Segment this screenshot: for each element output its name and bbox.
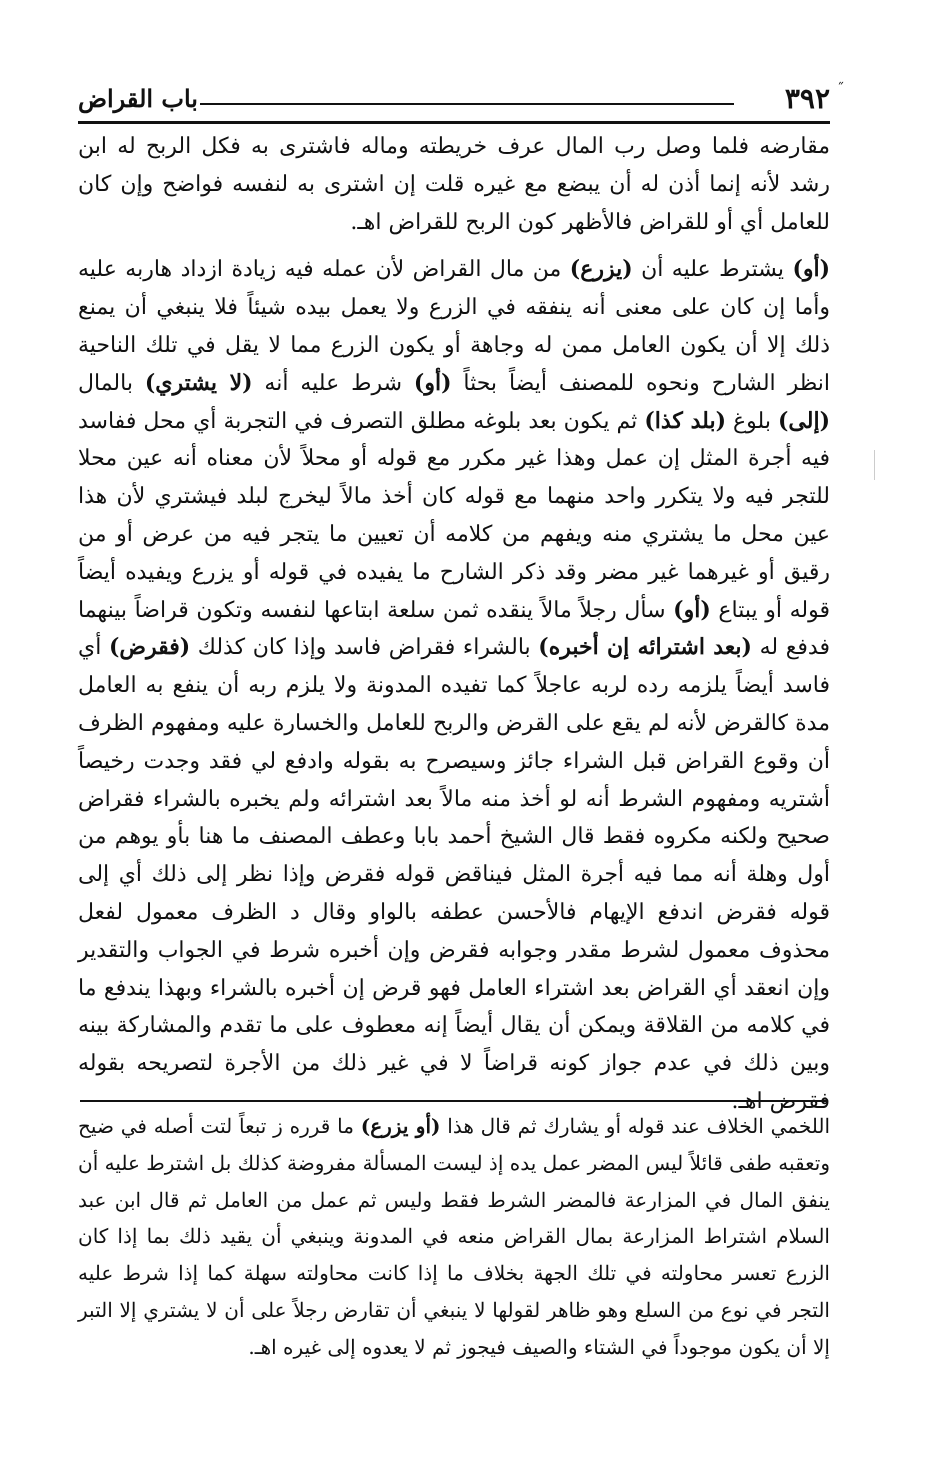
text-run: يشترط عليه أن [632,257,793,283]
page-number: ٣٩٢ [784,82,830,115]
running-title: باب القراض [78,84,198,113]
margin-mark [874,450,875,480]
page-header [78,76,844,116]
header-underline [78,121,830,124]
bold-term: (أو) [413,369,452,396]
text-run: سأل رجلاً مالاً ينقده ثمن سلعة ابتاعها لنفسه وتكون قراضاً بينهما فدفع له [78,597,830,661]
text-run: من مال القراض لأن عمله فيه زيادة ازداد هاربه عليه وأما إن كان على معنى أنه ينفقه في الزرع ولا يعمل بيده شيئاً فلا ينبغي أن يمنع ذلك إلا أن يكون العامل ممن له وجاهة أو يكون الزرع مما لا يقل في تلك الناحية انظر الشارح ونحوه للمصنف أيضاً بحثاً [78,257,830,396]
paragraph-2 [78,251,830,1120]
text-run: بلوغ [726,408,779,434]
bold-term: (أو يزرع) [360,1114,441,1138]
text-run: بالمال [78,370,145,396]
text-run: ثم يكون بعد بلوغه مطلق التصرف في التجربة أي محل ففاسد فيه أجرة المثل إن عمل وهذا غير مكرر مع قوله أو محلاً لأن معناه أنه عين محلا للتجر فيه ولا يتكرر واحد منهما مع قوله كان أخذ مالاً ليخرج لبلد فيشتري لأن هذا عين محل ما يشتري منه ويفهم من كلامه أن تعيين ما يتجر فيه من عرض أو من رقيق أو غيرهما غير مضر وقد ذكر الشارح ما يفيده في قوله أو يزرع ويفيده أيضاً قوله أو يبتاع [78,408,830,623]
footnote-paragraph [78,1108,830,1366]
text-run: بالشراء فقراض فاسد وإذا كان كذلك [190,635,539,661]
footnote [78,1108,830,1366]
bold-term: (أو) [792,256,830,283]
main-text [78,128,830,1121]
bold-term: (فقرض) [108,634,191,661]
bold-term: (بعد اشترائه إن أخبره) [538,634,752,661]
text-run: ما قرره ز تبعاً لتت أصله في ضيح وتعقبه طفى قائلاً ليس المضر عمل يده إذ ليست المسألة مفروضة كذلك بل اشترط عليه أن ينفق المال في المزارعة فالمضر الشرط فقط وليس ثم عمل من العامل ثم قال ابن عبد السلام اشتراط المزارعة بمال القراض منعه في المدونة وينبغي أن يقيد ذلك بما إذا كان الزرع تعسر محاولته في تلك الجهة بخلاف ما إذا كانت محاولته سهلة كما إذا شرط عليه التجر في نوع من السلع وهو ظاهر لقولها لا ينبغي أن تقارض رجلاً على أن لا يشتري إلا التبر إلا أن يكون موجوداً في الشتاء والصيف فيجوز ثم لا يعدوه إلى غيره اهـ. [78,1114,830,1359]
text-run: أي فاسد أيضاً يلزمه رده لربه عاجلاً كما تفيده المدونة ولا يلزم ربه أن ينفع به العامل مدة كالقرض لأنه لم يقع على القرض والربح للعامل والخسارة عليه ومفهوم الظرف أن وقوع القراض قبل الشراء جائز وسيصرح به بقوله وادفع لي فقد وجدت رخيصاً أشتريه ومفهوم الشرط أنه لو أخذ منه مالاً بعد اشترائه ولم يخبره بالشراء فقراض صحيح ولكنه مكروه فقط قال الشيخ أحمد بابا وعطف المصنف ما هنا بأو يوهم من أول وهلة أنه مما فيه أجرة المثل فيناقض قوله فقرض وإذا نظر إلى ذلك أي إلى قوله فقرض اندفع الإيهام فالأحسن عطفه بالواو وقال د الظرف معمول لفعل محذوف معمول لشرط مقدر وجوابه فقرض وإن أخبره شرط في الجواب والتقدير وإن انعقد أي القراض بعد اشتراء العامل فهو قرض إن أخبره بالشراء وبهذا يندفع ما في كلامه من القلاقة ويمكن أن يقال أيضاً إنه معطوف على ما تقدم والمشاركة بينه وبين ذلك في عدم جواز كونه قراضاً لا في غير ذلك من الأجرة لتصريحه بقوله فقرض اهـ. [78,635,830,1114]
bold-term: (بلد كذا) [644,407,726,434]
bold-term: (إلى) [778,407,830,434]
bold-term: (يزرع) [569,256,633,283]
footnote-separator [80,1100,828,1102]
bold-term: (لا يشتري) [144,369,253,396]
text-run: اللخمي الخلاف عند قوله أو يشارك ثم قال هذا [440,1114,831,1138]
bold-term: (أو) [673,596,711,623]
text-run: شرط عليه أنه [252,370,414,396]
paragraph-1: مقارضه فلما وصل رب المال عرف خريطته وماله فاشترى به فكل الربح له ابن رشد لأنه إنما أذن له أن يبضع مع غيره قلت إن اشترى به لنفسه فواضح وإن كان للعامل أي أو للقراض فالأظهر كون الربح للقراض اهـ. [78,134,830,235]
header-dashed-rule [200,103,734,105]
page-corner-mark: ˝ [837,81,844,97]
